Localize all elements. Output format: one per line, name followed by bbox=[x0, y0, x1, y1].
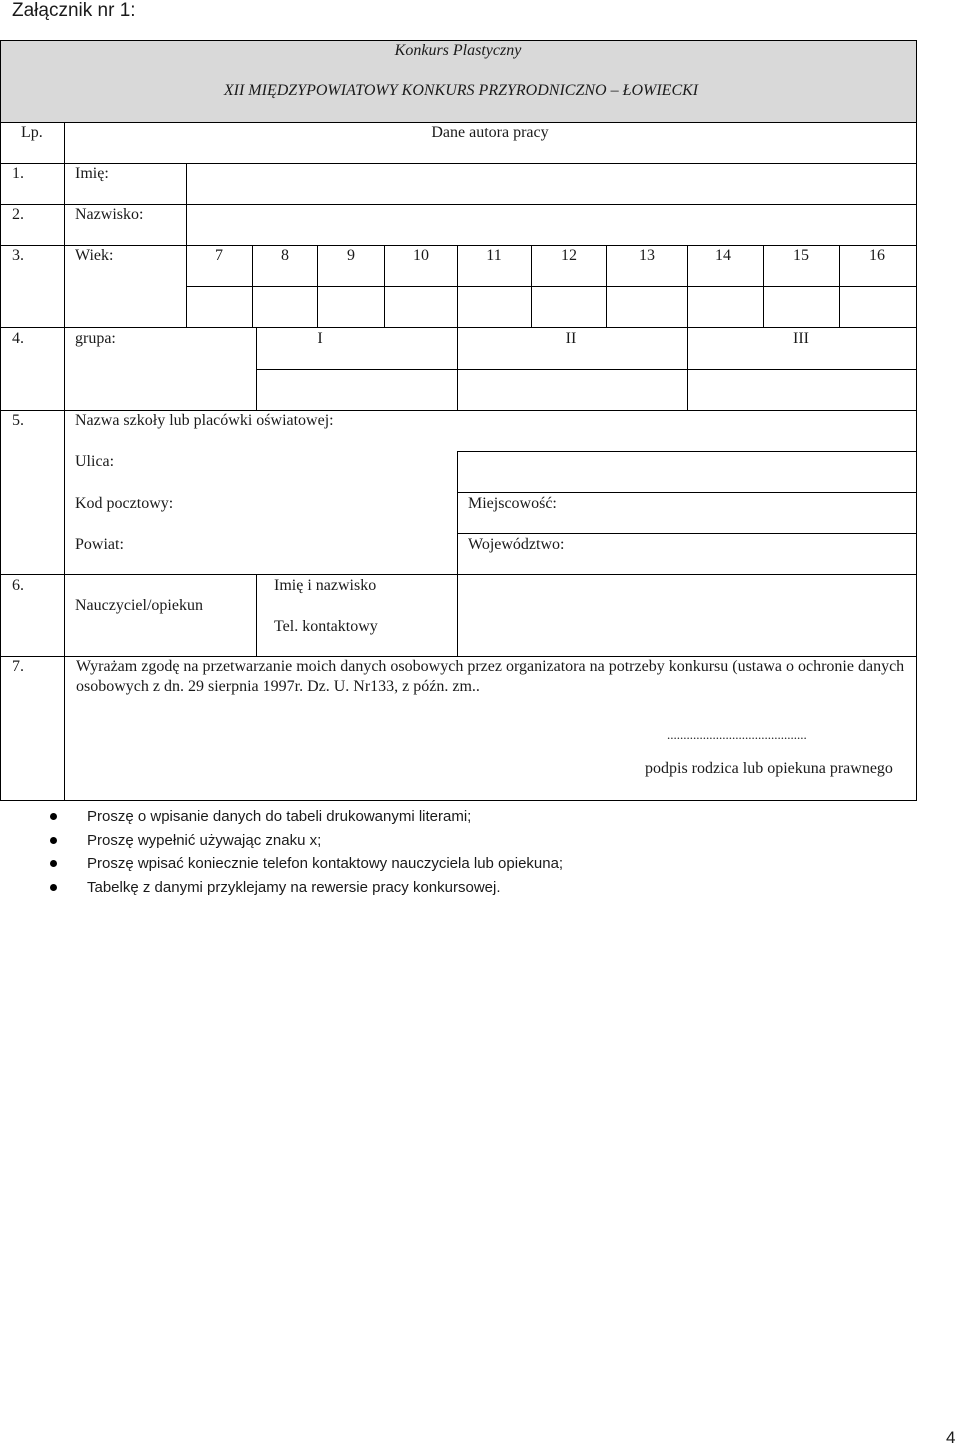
row-number: 6. bbox=[12, 577, 24, 594]
age-label: Wiek: bbox=[75, 247, 114, 264]
age-checkbox-cell[interactable] bbox=[385, 287, 456, 326]
row-number: 3. bbox=[12, 247, 24, 264]
age-checkbox-cell[interactable] bbox=[458, 287, 530, 326]
teacher-phone-label: Tel. kontaktowy bbox=[274, 618, 378, 635]
bullet-icon bbox=[50, 813, 57, 820]
age-option-label: 16 bbox=[869, 247, 885, 264]
school-name-label: Nazwa szkoły lub placówki oświatowej: bbox=[75, 412, 334, 429]
row-number: 2. bbox=[12, 206, 24, 223]
first-name-label: Imię: bbox=[75, 165, 109, 182]
page-number: 4 bbox=[946, 1428, 956, 1447]
age-option-label: 9 bbox=[347, 247, 355, 264]
signature-line[interactable]: ........................................... bbox=[667, 727, 807, 742]
bullet-icon bbox=[50, 837, 57, 844]
instruction-item: Proszę wypełnić używając znaku x; bbox=[50, 829, 563, 853]
group-checkbox-cell[interactable] bbox=[688, 370, 915, 409]
teacher-name-label: Imię i nazwisko bbox=[274, 577, 377, 594]
age-option-label: 11 bbox=[486, 247, 502, 264]
rule bbox=[0, 327, 917, 328]
rule bbox=[0, 410, 917, 411]
age-option-label: 14 bbox=[715, 247, 731, 264]
last-name-field[interactable] bbox=[187, 205, 915, 244]
postal-code-label: Kod pocztowy: bbox=[75, 495, 174, 512]
lp-column-header: Lp. bbox=[21, 124, 43, 141]
age-option-label: 8 bbox=[281, 247, 289, 264]
instruction-item: Tabelkę z danymi przyklejamy na rewersie pracy konkursowej. bbox=[50, 876, 563, 900]
first-name-field[interactable] bbox=[187, 164, 915, 203]
bullet-icon bbox=[50, 884, 57, 891]
column-divider bbox=[457, 451, 458, 574]
group-option-label: III bbox=[793, 330, 809, 347]
row-number: 4. bbox=[12, 330, 24, 347]
age-checkbox-cell[interactable] bbox=[840, 287, 915, 326]
instruction-item: Proszę wpisać koniecznie telefon kontaktowy nauczyciela lub opiekuna; bbox=[50, 852, 563, 876]
teacher-label: Nauczyciel/opiekun bbox=[75, 597, 203, 614]
rule bbox=[0, 245, 917, 246]
group-label: grupa: bbox=[75, 330, 116, 347]
age-checkbox-cell[interactable] bbox=[688, 287, 762, 326]
instruction-item: Proszę o wpisanie danych do tabeli drukowanymi literami; bbox=[50, 805, 563, 829]
table-border-right bbox=[916, 40, 917, 801]
consent-statement: Wyrażam zgodę na przetwarzanie moich danych osobowych przez organizatora na potrzeby konkursu (ustawa o ochronie danych osobowych z dn. 29 sierpnia 1997r. Dz. U. Nr133, z późn. zm.. bbox=[76, 658, 905, 695]
table-border-top bbox=[0, 40, 917, 41]
attachment-title: Załącznik nr 1: bbox=[12, 0, 136, 21]
group-option-label: I bbox=[317, 330, 323, 347]
column-divider bbox=[64, 122, 65, 801]
age-option-label: 10 bbox=[413, 247, 429, 264]
county-label: Powiat: bbox=[75, 536, 124, 553]
instructions-list bbox=[50, 805, 563, 899]
age-option-label: 7 bbox=[215, 247, 223, 264]
table-border-bottom bbox=[0, 800, 917, 801]
last-name-label: Nazwisko: bbox=[75, 206, 144, 223]
signature-caption: podpis rodzica lub opiekuna prawnego bbox=[645, 760, 893, 777]
age-checkbox-cell[interactable] bbox=[253, 287, 316, 326]
teacher-contact-field[interactable] bbox=[458, 575, 915, 655]
group-option-label: II bbox=[565, 330, 577, 347]
rule bbox=[457, 533, 917, 534]
author-data-column-header: Dane autora pracy bbox=[431, 124, 549, 141]
group-checkbox-cell[interactable] bbox=[257, 370, 456, 409]
city-label: Miejscowość: bbox=[468, 495, 557, 512]
column-divider bbox=[256, 574, 257, 656]
rule bbox=[457, 451, 917, 452]
age-checkbox-cell[interactable] bbox=[607, 287, 686, 326]
row-number: 5. bbox=[12, 412, 24, 429]
age-checkbox-cell[interactable] bbox=[764, 287, 838, 326]
age-option-label: 15 bbox=[793, 247, 809, 264]
group-checkbox-cell[interactable] bbox=[458, 370, 686, 409]
street-label: Ulica: bbox=[75, 453, 115, 470]
bullet-icon bbox=[50, 860, 57, 867]
table-border-left bbox=[0, 40, 1, 801]
contest-full-title: XII MIĘDZYPOWIATOWY KONKURS PRZYRODNICZNO – ŁOWIECKI bbox=[223, 82, 699, 99]
row-number: 7. bbox=[12, 658, 24, 675]
province-label: Województwo: bbox=[468, 536, 565, 553]
age-option-label: 12 bbox=[561, 247, 577, 264]
age-checkbox-cell[interactable] bbox=[532, 287, 605, 326]
row-number: 1. bbox=[12, 165, 24, 182]
contest-title: Konkurs Plastyczny bbox=[394, 42, 522, 59]
age-checkbox-cell[interactable] bbox=[187, 287, 251, 326]
age-option-label: 13 bbox=[639, 247, 655, 264]
age-checkbox-cell[interactable] bbox=[318, 287, 383, 326]
rule bbox=[0, 122, 917, 123]
rule bbox=[457, 492, 917, 493]
